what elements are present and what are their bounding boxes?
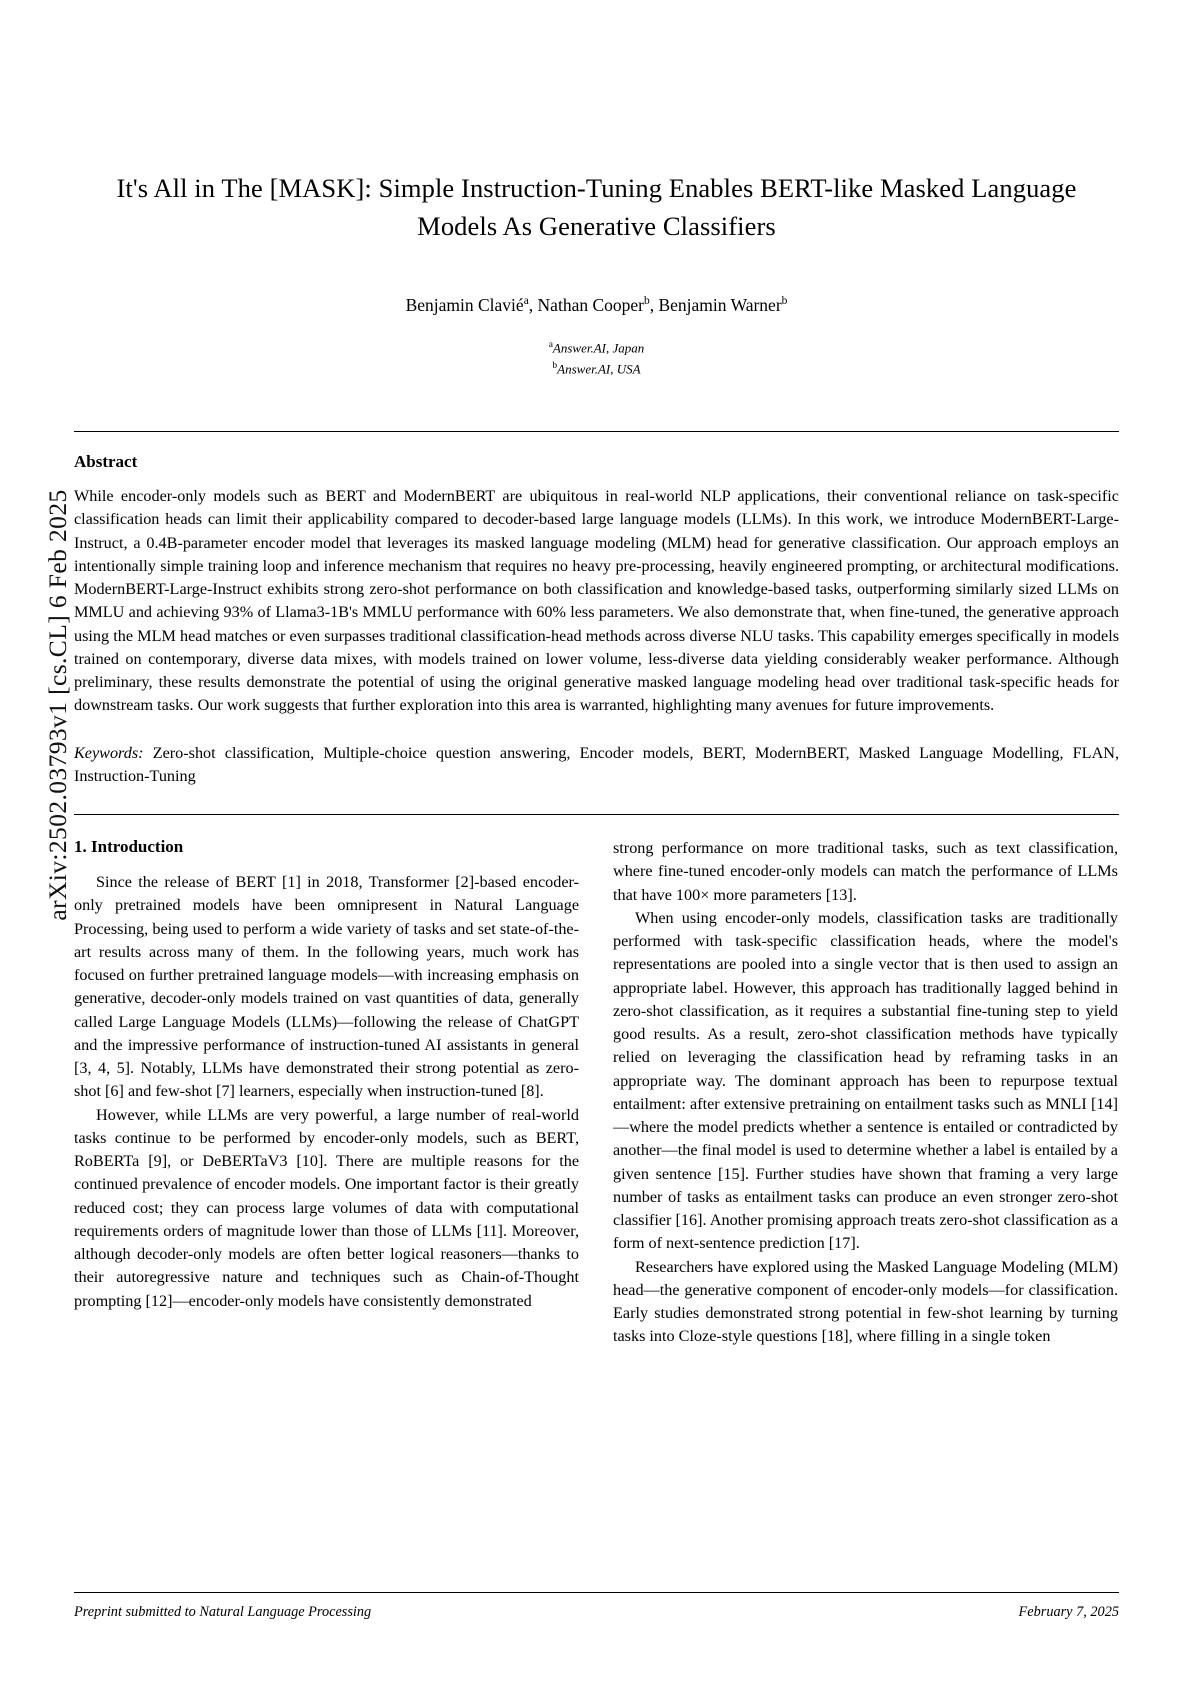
author-2: Nathan Cooper [537, 295, 644, 316]
body-columns [74, 837, 1119, 1349]
paper-content [74, 0, 1119, 1349]
column-left [74, 837, 579, 1349]
author-3-affil-marker: b [781, 295, 788, 308]
affiliation-text: Answer.AI, Japan [552, 340, 645, 356]
author-sep-2: , [649, 295, 659, 316]
abstract-heading: Abstract [74, 452, 138, 472]
author-list [74, 295, 1119, 316]
paragraph: Researchers have explored using the Masked Language Modeling (MLM) head—the generative component of encoder-only models—for classification. Early studies demonstrated strong potential in few-shot learning by turning tasks into Cloze-style questions [18], where filling in a single token [613, 1257, 1118, 1346]
keywords-block [74, 742, 1119, 789]
column-right [613, 837, 1118, 1349]
author-1: Benjamin Clavié [405, 295, 524, 316]
author-1-affil-marker: a [523, 295, 529, 308]
page-title: It's All in The [MASK]: Simple Instruction-Tuning Enables BERT-like Masked Language Models As Generative Classifiers [116, 173, 1077, 241]
abstract-text: While encoder-only models such as BERT and ModernBERT are ubiquitous in real-world NLP applications, their conventional reliance on task-specific classification heads can limit their applicability compared to decoder-based large language models (LLMs). In this work, we introduce ModernBERT-Large-Instruct, a 0.4B-parameter encoder model that leverages its masked language modeling (MLM) head for generative classification. Our approach employs an intentionally simple training loop and inference mechanism that requires no heavy pre-processing, heavily engineered prompting, or architectural modifications. ModernBERT-Large-Instruct exhibits strong zero-shot performance on both classification and knowledge-based tasks, outperforming similarly sized LLMs on MMLU and achieving 93% of Llama3-1B's MMLU performance with 60% less parameters. We also demonstrate that, when fine-tuned, the generative approach using the MLM head matches or even surpasses traditional classification-head methods across diverse NLU tasks. This capability emerges specifically in models trained on contemporary, diverse data mixes, with models trained on lower volume, less-diverse data yielding considerably weaker performance. Although preliminary, these results demonstrate the potential of using the original generative masked language modeling head over traditional task-specific heads for downstream tasks. Our work suggests that further exploration into this area is warranted, highlighting many avenues for future improvements. [74, 487, 1119, 715]
affiliation-marker: b [552, 360, 558, 371]
affiliation-list [74, 338, 1119, 379]
page-footer [74, 1592, 1119, 1621]
affiliation-marker: a [548, 340, 553, 351]
abstract-section [74, 432, 1119, 788]
paragraph: Since the release of BERT [1] in 2018, Transformer [2]-based encoder-only pretrained models have been omnipresent in Natural Language Processing, being used to perform a wide variety of tasks and set state-of-the-art results across many of them. In the following years, much work has focused on further pretrained language models—with increasing emphasis on generative, decoder-only models trained on vast quantities of data, generally called Large Language Models (LLMs)—following the release of ChatGPT and the impressive performance of instruction-tuned AI assistants in general [3, 4, 5]. Notably, LLMs have demonstrated their strong potential as zero-shot [6] and few-shot [7] learners, especially when instruction-tuned [8]. [74, 873, 579, 1101]
affiliation-item [74, 359, 1119, 379]
divider-below-abstract [74, 814, 1119, 815]
paragraph: When using encoder-only models, classification tasks are traditionally performed with task-specific classification heads, where the model's representations are pooled into a single vector that is then used to assign an appropriate label. However, this approach has traditionally lagged behind in zero-shot classification, as it requires a substantial fine-tuning step to yield good results. As a result, zero-shot classification methods have typically relied on leveraging the classification head by reframing tasks in an appropriate way. The dominant approach has been to repurpose textual entailment: after extensive pretraining on entailment tasks such as MNLI [14]—where the model predicts whether a sentence is entailed or contradicted by another—the final model is used to determine whether a label is entailed by a given sentence [15]. Further studies have shown that framing a very large number of tasks as entailment tasks can produce an even stronger zero-shot classifier [16]. Another promising approach treats zero-shot classification as a form of next-sentence prediction [17]. [613, 908, 1118, 1253]
author-2-affil-marker: b [643, 295, 650, 308]
paragraph: However, while LLMs are very powerful, a large number of real-world tasks continue to be performed by encoder-only models, such as BERT, RoBERTa [9], or DeBERTaV3 [10]. There are multiple reasons for the continued prevalence of encoder models. One important factor is their greatly reduced cost; they can process large volumes of data with computational requirements orders of magnitude lower than those of LLMs [11]. Moreover, although decoder-only models are often better logical reasoners—thanks to their autoregressive nature and techniques such as Chain-of-Thought prompting [12]—encoder-only models have consistently demonstrated [74, 1105, 579, 1310]
author-sep-1: , [528, 295, 538, 316]
affiliation-item [74, 338, 1119, 358]
section-heading-introduction: 1. Introduction [74, 837, 184, 857]
footer-right-date: February 7, 2025 [1018, 1604, 1119, 1620]
author-3: Benjamin Warner [658, 295, 782, 316]
arxiv-identifier-stamp: arXiv:2502.03793v1 [cs.CL] 6 Feb 2025 [43, 489, 72, 921]
keywords-label: Keywords: [74, 743, 144, 762]
paragraph: strong performance on more traditional tasks, such as text classification, where fine-tuned encoder-only models can match the performance of LLMs that have 100× more parameters [13]. [613, 839, 1118, 904]
affiliation-text: Answer.AI, USA [557, 361, 641, 377]
keywords-text: Zero-shot classification, Multiple-choice question answering, Encoder models, BERT, ModernBERT, Masked Language Modelling, FLAN, Instruction-Tuning [74, 743, 1119, 785]
footer-left-text: Preprint submitted to Natural Language Processing [74, 1604, 372, 1620]
